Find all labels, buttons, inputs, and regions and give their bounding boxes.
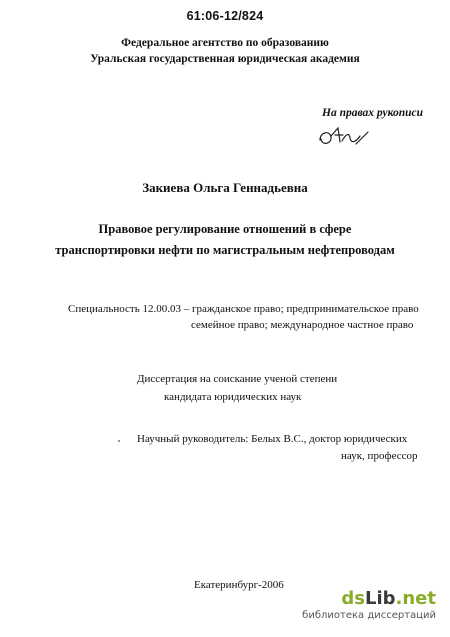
advisor-line2: наук, профессор <box>341 450 418 462</box>
manuscript-rights-label: На правах рукописи <box>322 107 424 119</box>
watermark-ds: ds <box>341 588 365 609</box>
signature-icon <box>316 122 376 152</box>
dissertation-degree-line2: кандидата юридических наук <box>164 391 302 403</box>
dissertation-degree-line1: Диссертация на соискание ученой степени <box>137 373 338 385</box>
agency-name: Федеральное агентство по образованию <box>121 37 329 49</box>
watermark <box>296 589 436 621</box>
scan-speck <box>118 440 120 442</box>
author-name: Закиева Ольга Геннадьевна <box>142 180 308 195</box>
watermark-subtitle: библиотека диссертаций <box>302 610 436 621</box>
dissertation-title-line1: Правовое регулирование отношений в сфере <box>98 222 352 236</box>
city-year: Екатеринбург-2006 <box>194 579 284 591</box>
dissertation-title-line2: транспортировки нефти по магистральным нефтепроводам <box>55 243 395 257</box>
watermark-lib: Lib <box>365 588 396 609</box>
academy-name: Уральская государственная юридическая академия <box>90 53 360 65</box>
watermark-net: .net <box>395 588 436 609</box>
specialty-line1: Специальность 12.00.03 – гражданское право; предпринимательское право <box>68 303 419 315</box>
advisor-line1: Научный руководитель: Белых В.С., доктор юридических <box>137 433 408 445</box>
specialty-line2: семейное право; международное частное право <box>191 319 414 331</box>
watermark-logo <box>296 589 436 609</box>
document-number: 61:06-12/824 <box>186 9 264 23</box>
